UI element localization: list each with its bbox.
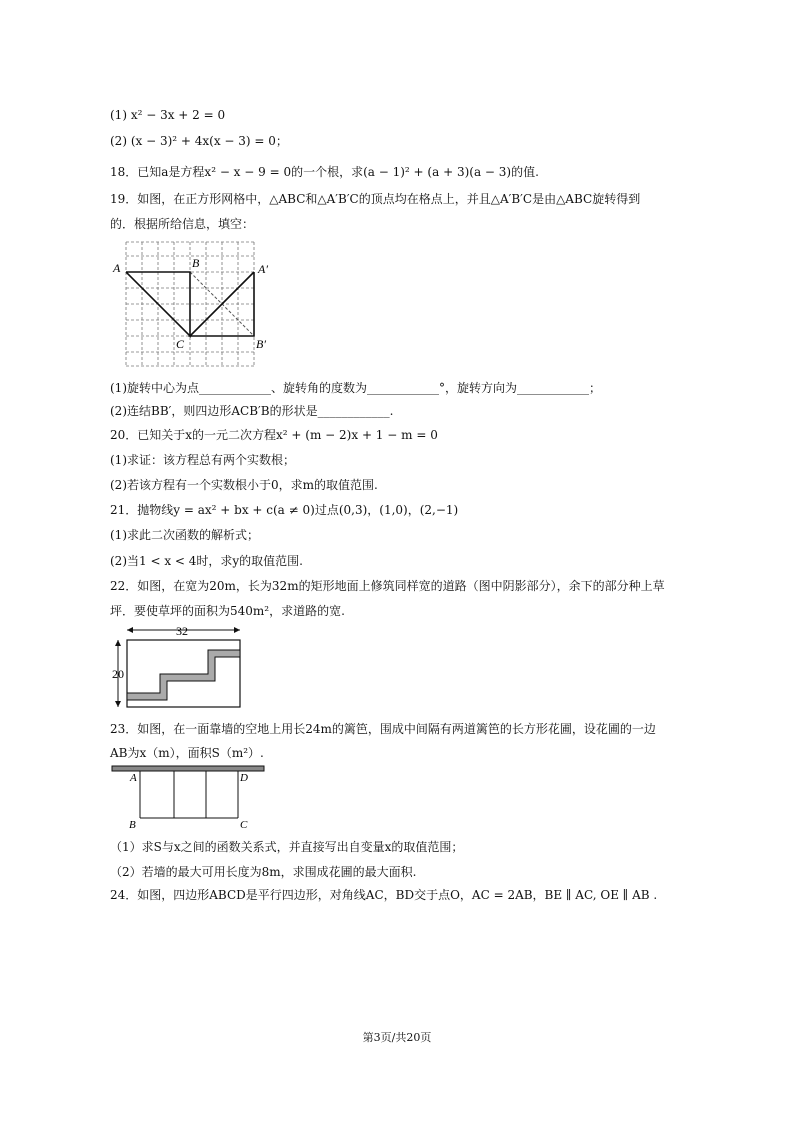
q23-part1: （1）求S与x之间的函数关系式，并直接写出自变量x的取值范围； <box>110 840 464 854</box>
q23-text-2: AB为x（m），面积S（m²）. <box>110 746 264 760</box>
q19-text-1: 19．如图，在正方形网格中，△ABC和△A′B′C的顶点均在格点上，并且△A′B′C是由△ABC旋转得到 <box>110 192 641 206</box>
figure-22-field <box>110 622 250 714</box>
q19-part2: (2)连结BB′，则四边形ACB′B的形状是____________. <box>110 404 394 418</box>
q19-text-2: 的．根据所给信息，填空： <box>110 217 255 231</box>
q17-part2: (2) (x − 3)² + 4x(x − 3) = 0； <box>110 134 288 148</box>
figure-19-grid <box>110 236 280 371</box>
label-A: A <box>130 772 137 784</box>
q21-part2: (2)当1 < x < 4时，求y的取值范围. <box>110 554 303 568</box>
q21-part1: (1)求此二次函数的解析式； <box>110 528 259 542</box>
q18-text: 18．已知a是方程x² − x − 9 = 0的一个根，求(a − 1)² + (a + 3)(a − 3)的值. <box>110 165 539 179</box>
q20-part2: (2)若该方程有一个实数根小于0，求m的取值范围. <box>110 478 378 492</box>
q23-part2: （2）若墙的最大可用长度为8m，求围成花圃的最大面积. <box>110 865 417 879</box>
q22-text-1: 22．如图，在宽为20m，长为32m的矩形地面上修筑同样宽的道路（图中阴影部分），余下的部分种上草 <box>110 579 665 593</box>
q22-text-2: 坪．要使草坪的面积为540m²，求道路的宽. <box>110 604 345 618</box>
label-C: C <box>240 819 248 831</box>
label-C: C <box>176 337 185 351</box>
label-B: B <box>192 256 200 270</box>
label-width-20: 20 <box>112 667 124 681</box>
label-B: B <box>129 819 136 831</box>
q21-text: 21．抛物线y = ax² + bx + c(a ≠ 0)过点(0,3)，(1,0)，(2,−1) <box>110 503 459 517</box>
page-footer: 第3页/共20页 <box>362 1031 432 1044</box>
q17-part1: (1) x² − 3x + 2 = 0 <box>110 108 226 122</box>
q20-part1: (1)求证：该方程总有两个实数根； <box>110 453 295 467</box>
q20-text: 20．已知关于x的一元二次方程x² + (m − 2)x + 1 − m = 0 <box>110 428 438 442</box>
label-D: D <box>240 772 248 784</box>
q23-text-1: 23．如图，在一面靠墙的空地上用长24m的篱笆，围成中间隔有两道篱笆的长方形花圃，设花圃的一边 <box>110 722 656 736</box>
label-length-32: 32 <box>176 624 188 638</box>
figure-23-garden <box>110 762 270 832</box>
q19-part1: (1)旋转中心为点____________、旋转角的度数为____________°，旋转方向为____________； <box>110 381 601 395</box>
q24-text: 24．如图，四边形ABCD是平行四边形，对角线AC，BD交于点O，AC = 2AB，BE ∥ AC, OE ∥ AB . <box>110 888 658 902</box>
label-A-prime: A′ <box>258 262 268 276</box>
label-A: A <box>113 261 121 275</box>
label-B-prime: B′ <box>256 337 266 351</box>
